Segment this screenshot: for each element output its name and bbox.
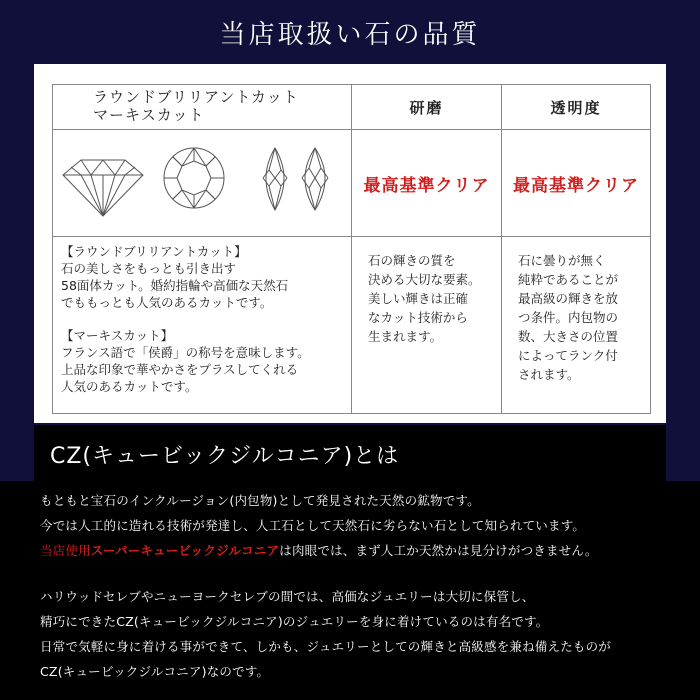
page-title: 当店取扱い石の品質 (219, 19, 481, 50)
cz-body (0, 481, 700, 700)
clarity-text: 純粋であることが (518, 272, 619, 287)
round-cut-text: でももっとも人気のあるカットです。 (61, 295, 273, 310)
round-cut-heading: 【ラウンドブリリアントカット】 (61, 244, 247, 259)
banner (0, 0, 700, 64)
round-cut-text: 石の美しさをもっとも引き出す (61, 261, 237, 276)
marquise-cut-text: 人気のあるカットです。 (61, 379, 198, 394)
polish-grade-cell (352, 130, 502, 237)
header-cut-round: ラウンドブリリアントカット (93, 88, 299, 106)
header-polish: 研磨 (352, 85, 502, 130)
clarity-text: 数、大きさの位置 (518, 329, 619, 344)
polish-text: なカット技術から (368, 310, 468, 325)
quality-panel (34, 64, 666, 423)
marquise-cut-text: フランス語で「侯爵」の称号を意味します。 (61, 345, 310, 360)
cz-text-line: 今では人工的に造れる技術が発達し、人工石として天然石に劣らない石として知られています。 (40, 518, 586, 533)
header-cut (53, 85, 352, 130)
cz-text-line: もともと宝石のインクルージョン(内包物)として発見された天然の鉱物です。 (40, 493, 480, 508)
round-brilliant-top-icon (164, 148, 224, 208)
cut-description (53, 237, 352, 414)
polish-text: 美しい輝きは正確 (368, 291, 469, 306)
clarity-text: つ条件。内包物の (518, 310, 619, 325)
marquise-icon-2 (302, 148, 328, 210)
clarity-text: によってランク付 (518, 348, 618, 363)
clarity-description (502, 237, 651, 414)
cz-text-line-highlight (40, 541, 598, 559)
polish-text: 決める大切な要素。 (368, 272, 481, 287)
diamond-illustration (53, 130, 352, 236)
polish-text: 生まれます。 (368, 329, 443, 344)
header-clarity: 透明度 (502, 85, 651, 130)
clarity-text: 石に曇りが無く (518, 253, 606, 268)
header-cut-marquise: マーキスカット (93, 106, 205, 124)
polish-text: 石の輝きの質を (368, 253, 456, 268)
round-brilliant-side-icon (63, 160, 143, 216)
cz-header (34, 425, 666, 481)
clarity-text: されます。 (518, 367, 580, 382)
cz-text-line: CZ(キュービックジルコニア)なのです。 (40, 664, 270, 679)
marquise-cut-text: 上品な印象で華やかさをプラスしてくれる (61, 362, 299, 377)
clarity-grade-cell (502, 130, 651, 237)
cz-store-use: 当店使用 (40, 543, 91, 558)
cz-super-cz: スーパーキュービックジルコニア (90, 543, 280, 558)
cz-text: は肉眼では、まず人工か天然かは見分けがつきません。 (279, 543, 598, 558)
polish-grade: 最高基準クリア (363, 175, 490, 196)
clarity-grade: 最高基準クリア (513, 175, 639, 196)
marquise-icon-1 (263, 148, 287, 210)
cz-text-line: ハリウッドセレブやニューヨークセレブの間では、高価なジュエリーは大切に保管し、 (40, 589, 535, 604)
quality-table (52, 84, 651, 414)
cz-text-line: 日常で気軽に身に着ける事ができて、しかも、ジュエリーとしての輝きと高級感を兼ね備えたものが (40, 639, 612, 654)
marquise-cut-heading: 【マーキスカット】 (61, 328, 174, 343)
cz-text-line: 精巧にできたCZ(キュービックジルコニア)のジュエリーを身に着けているのは有名です。 (40, 614, 549, 629)
cut-illustration-cell (53, 130, 352, 237)
cz-title: CZ(キュービックジルコニア)とは (50, 444, 400, 469)
polish-description (352, 237, 502, 414)
clarity-text: 最高級の輝きを放 (518, 291, 619, 306)
round-cut-text: 58面体カット。婚約指輪や高価な天然石 (61, 278, 289, 293)
